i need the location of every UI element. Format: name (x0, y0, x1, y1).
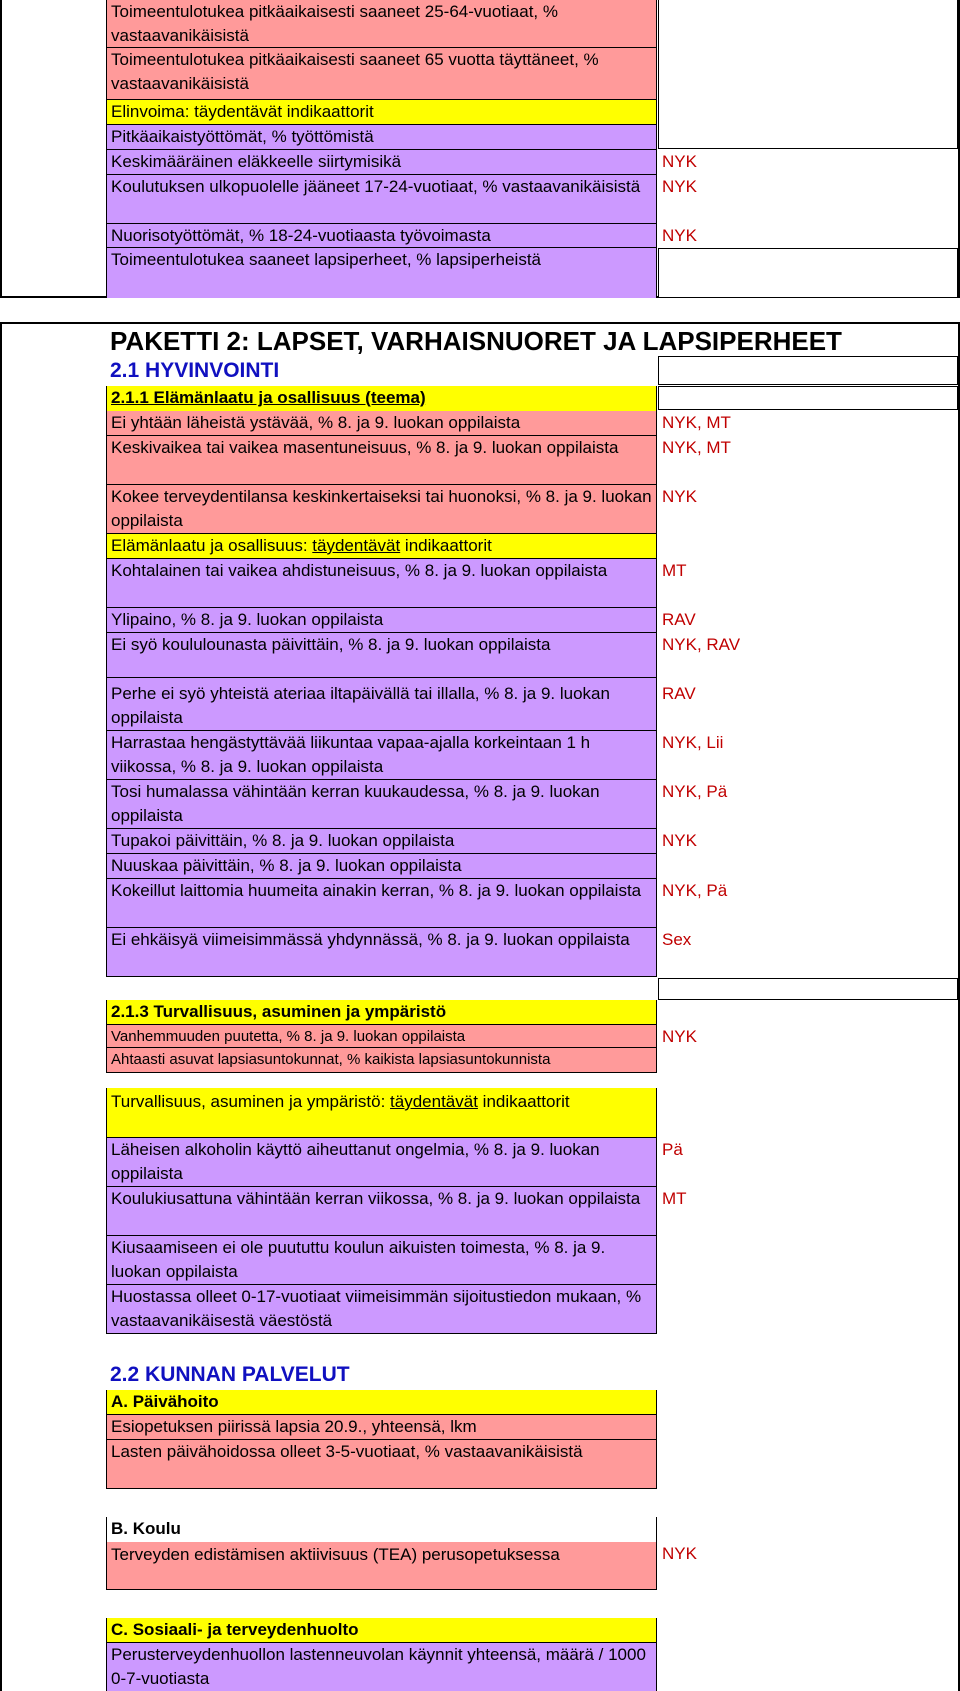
source-label: NYK (662, 152, 697, 171)
source-label: NYK, MT (662, 413, 731, 432)
theme-header (106, 386, 657, 411)
supplementary-header (106, 1088, 657, 1138)
source-label: NYK, RAV (662, 635, 741, 654)
source-label: NYK, Pä (662, 782, 728, 801)
indicator-row: Toimeentulotukea pitkäaikaisesti saaneet 65 vuotta täyttäneet, % vastaavanikäisistä (106, 48, 657, 100)
source-label: NYK (662, 831, 697, 850)
indicator-row: Ei syö koululounasta päivittäin, % 8. ja 9. luokan oppilaista (106, 633, 657, 678)
supplementary-header (106, 534, 657, 559)
indicator-row: Toimeentulotukea saaneet lapsiperheet, % lapsiperheistä (106, 248, 657, 298)
indicator-row: Ei ehkäisyä viimeisimmässä yhdynnässä, % 8. ja 9. luokan oppilaista (106, 928, 657, 977)
indicator-row: Perhe ei syö yhteistä ateriaa iltapäivällä tai illalla, % 8. ja 9. luokan oppilaista (106, 678, 657, 731)
indicator-row: Ylipaino, % 8. ja 9. luokan oppilaista (106, 608, 657, 633)
top-output-box (658, 0, 958, 149)
indicator-row: Nuorisotyöttömät, % 18-24-vuotiaasta työvoimasta (106, 224, 657, 248)
top-output-box-2 (658, 248, 958, 298)
indicator-row: Kokee terveydentilansa keskinkertaiseksi tai huonoksi, % 8. ja 9. luokan oppilaista (106, 485, 657, 534)
indicator-row: Ahtaasti asuvat lapsiasuntokunnat, % kaikista lapsiasuntokunnista (106, 1048, 657, 1073)
supplementary-header-tail: indikaattorit (482, 1092, 570, 1111)
indicator-row: Nuuskaa päivittäin, % 8. ja 9. luokan oppilaista (106, 854, 657, 879)
theme-header-text: 2.1.1 Elämänlaatu ja osallisuus (teema) (111, 388, 426, 407)
indicator-row: Tupakoi päivittäin, % 8. ja 9. luokan oppilaista (106, 829, 657, 854)
indicator-row: Perusterveydenhuollon lastenneuvolan käynnit yhteensä, määrä / 1000 0-7-vuotiasta (106, 1643, 657, 1691)
source-label: RAV (662, 610, 696, 629)
indicator-row: Vanhemmuuden puutetta, % 8. ja 9. luokan oppilaista (106, 1025, 657, 1048)
indicator-row: Keskimääräinen eläkkeelle siirtymisikä (106, 150, 657, 175)
source-label: NYK (662, 226, 697, 245)
indicator-row: Terveyden edistämisen aktiivisuus (TEA) perusopetuksessa (106, 1542, 657, 1590)
output-box (658, 386, 958, 410)
source-label: NYK, Lii (662, 733, 724, 752)
section-title: 2.1 HYVINVOINTI (110, 359, 280, 382)
supplementary-header-underlined: täydentävät (390, 1092, 478, 1111)
source-label: NYK (662, 177, 697, 196)
indicator-row: Keskivaikea tai vaikea masentuneisuus, % 8. ja 9. luokan oppilaista (106, 436, 657, 485)
indicator-row: Pitkäaikaistyöttömät, % työttömistä (106, 125, 657, 150)
indicator-row: Läheisen alkoholin käyttö aiheuttanut ongelmia, % 8. ja 9. luokan oppilaista (106, 1138, 657, 1187)
supplementary-header-underlined: täydentävät (312, 536, 401, 555)
indicator-row: Tosi humalassa vähintään kerran kuukaudessa, % 8. ja 9. luokan oppilaista (106, 780, 657, 829)
output-box (658, 978, 958, 1000)
indicator-row: Harrastaa hengästyttävää liikuntaa vapaa-ajalla korkeintaan 1 h viikossa, % 8. ja 9. luokan oppilaista (106, 731, 657, 780)
indicator-row: Koulukiusattuna vähintään kerran viikossa, % 8. ja 9. luokan oppilaista (106, 1187, 657, 1236)
indicator-row: Lasten päivähoidossa olleet 3-5-vuotiaat, % vastaavanikäisistä (106, 1440, 657, 1489)
indicator-row: Huostassa olleet 0-17-vuotiaat viimeisimmän sijoitustiedon mukaan, % vastaavanikäisestä väestöstä (106, 1285, 657, 1334)
source-label: Sex (662, 930, 692, 949)
source-label: NYK (662, 487, 697, 506)
supplementary-header-tail: indikaattorit (400, 536, 492, 555)
theme-header: 2.1.3 Turvallisuus, asuminen ja ympäristö (106, 1000, 657, 1025)
indicator-row: Esiopetuksen piirissä lapsia 20.9., yhteensä, lkm (106, 1415, 657, 1440)
section-title: 2.2 KUNNAN PALVELUT (110, 1363, 350, 1386)
source-label: MT (662, 1189, 687, 1208)
source-label: NYK, MT (662, 438, 731, 457)
supplementary-header-text: Elämänlaatu ja osallisuus: (111, 536, 313, 555)
subsection-header: B. Koulu (106, 1517, 657, 1542)
indicator-row: Ei yhtään läheistä ystävää, % 8. ja 9. luokan oppilaista (106, 411, 657, 436)
indicator-row: Kiusaamiseen ei ole puututtu koulun aikuisten toimesta, % 8. ja 9. luokan oppilaista (106, 1236, 657, 1285)
subsection-header: A. Päivähoito (106, 1390, 657, 1415)
output-box (658, 356, 958, 385)
subsection-header: C. Sosiaali- ja terveydenhuolto (106, 1618, 657, 1643)
package-title: PAKETTI 2: LAPSET, VARHAISNUORET JA LAPSIPERHEET (110, 326, 842, 356)
source-label: NYK, Pä (662, 881, 728, 900)
source-label: Pä (662, 1140, 683, 1159)
source-label: NYK (662, 1544, 697, 1563)
indicator-row: Kohtalainen tai vaikea ahdistuneisuus, % 8. ja 9. luokan oppilaista (106, 559, 657, 608)
source-label: MT (662, 561, 687, 580)
supplementary-header-text: Turvallisuus, asuminen ja ympäristö: (111, 1092, 391, 1111)
indicator-row: Kokeillut laittomia huumeita ainakin kerran, % 8. ja 9. luokan oppilaista (106, 879, 657, 928)
supplementary-header: Elinvoima: täydentävät indikaattorit (106, 100, 657, 125)
indicator-row: Toimeentulotukea pitkäaikaisesti saaneet 25-64-vuotiaat, % vastaavanikäisistä (106, 0, 657, 48)
indicator-row: Koulutuksen ulkopuolelle jääneet 17-24-vuotiaat, % vastaavanikäisistä (106, 175, 657, 224)
source-label: RAV (662, 684, 696, 703)
source-label: NYK (662, 1027, 697, 1046)
